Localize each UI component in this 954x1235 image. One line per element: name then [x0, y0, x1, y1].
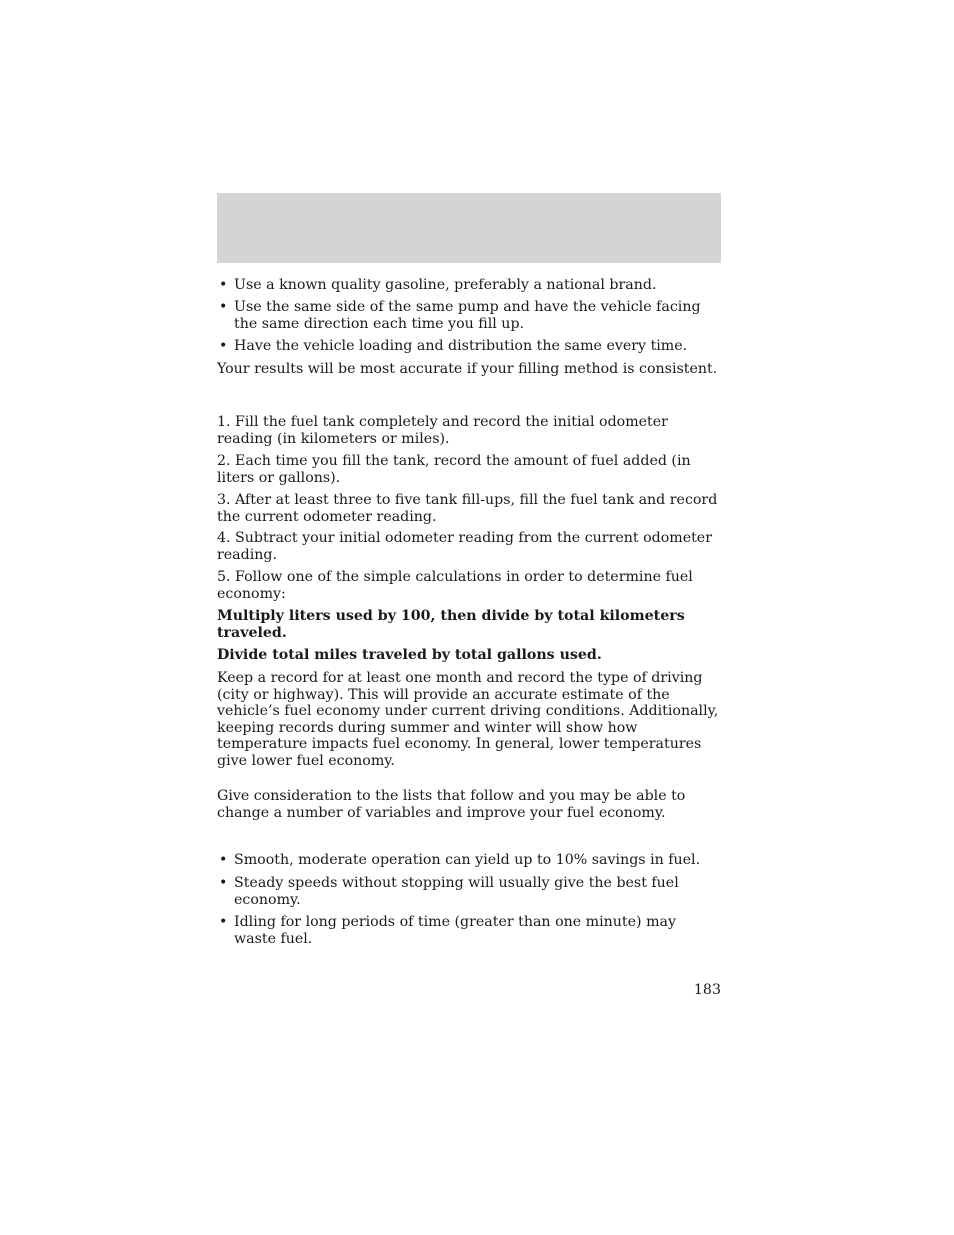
step-1: 1. Fill the fuel tank completely and record the initial odometer reading (in kilometers or miles). [217, 414, 668, 447]
page-number: 183 [693, 982, 721, 998]
tip-bullet-quality-gasoline: • Use a known quality gasoline, preferably a national brand. [217, 277, 721, 294]
driving-bullet-smooth-operation: • Smooth, moderate operation can yield up to 10% savings in fuel. [217, 852, 721, 869]
formula-imperial: Divide total miles traveled by total gallons used. [217, 647, 602, 663]
formula-metric: Multiply liters used by 100, then divide by total kilometers traveled. [217, 608, 685, 641]
record-note: Keep a record for at least one month and record the type of driving (city or highway). This will provide an accurate estimate of the vehicle’s fuel economy under current driving conditions. Additionally, keeping records during summer and winter will show how temperature impacts fuel economy. In general, lower temperatures give lower fuel economy. [217, 670, 719, 769]
step-3: 3. After at least three to five tank fill-ups, fill the fuel tank and record the current odometer reading. [217, 492, 718, 525]
section-header-bar [217, 193, 721, 263]
consideration-note: Give consideration to the lists that follow and you may be able to change a number of variables and improve your fuel economy. [217, 788, 686, 821]
tip-bullet-same-pump: • Use the same side of the same pump and have the vehicle facing the same direction each time you fill up. [217, 299, 721, 332]
consistency-note: Your results will be most accurate if your filling method is consistent. [217, 361, 718, 377]
step-5: 5. Follow one of the simple calculations in order to determine fuel economy: [217, 569, 693, 602]
driving-bullet-steady-speeds: • Steady speeds without stopping will usually give the best fuel economy. [217, 875, 721, 908]
driving-bullet-idling: • Idling for long periods of time (greater than one minute) may waste fuel. [217, 914, 721, 947]
tip-bullet-same-loading: • Have the vehicle loading and distribution the same every time. [217, 338, 721, 355]
step-2: 2. Each time you fill the tank, record the amount of fuel added (in liters or gallons). [217, 453, 691, 486]
step-4: 4. Subtract your initial odometer reading from the current odometer reading. [217, 530, 712, 563]
